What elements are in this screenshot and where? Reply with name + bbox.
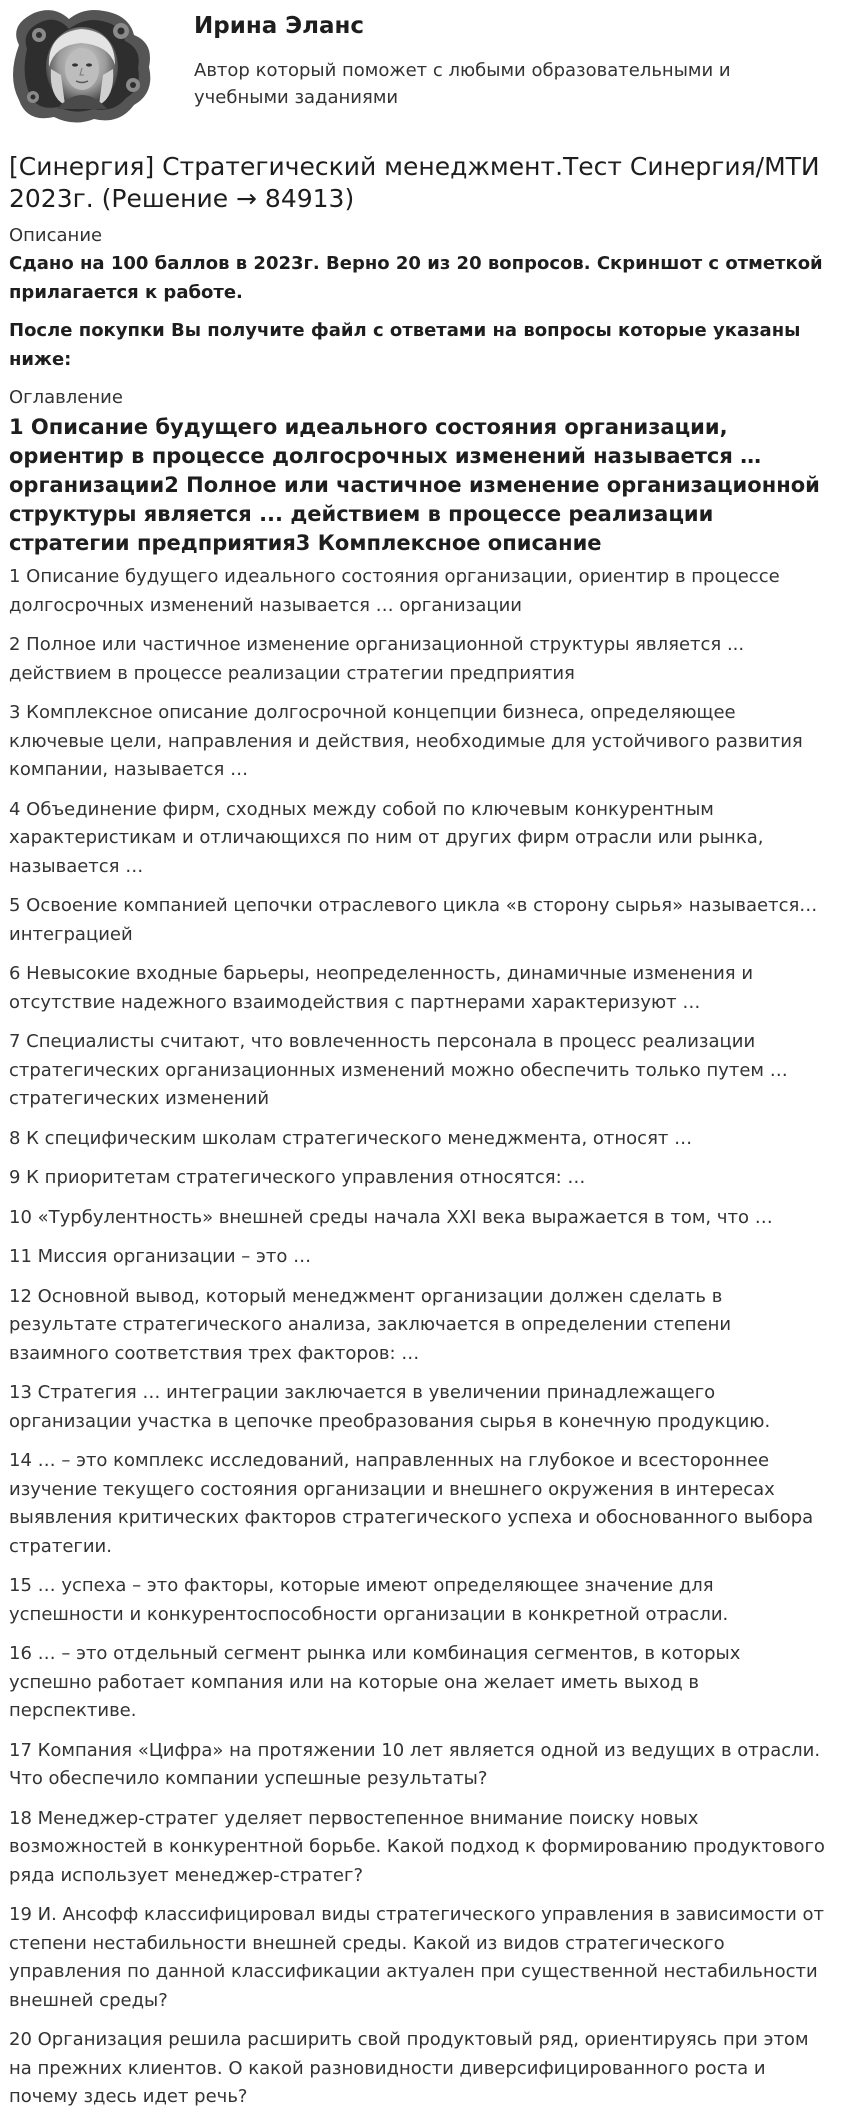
- author-name[interactable]: Ирина Эланс: [194, 13, 365, 39]
- question-item: 19 И. Ансофф классифицировал виды стратегического управления в зависимости от степени нестабильности внешней среды. Какой из видов стратегического управления по данной классификации актуален при существенной нестабильности внешней среды?: [9, 1904, 824, 2011]
- author-header: [9, 0, 825, 127]
- question-item: 2 Полное или частичное изменение организационной структуры является ... действием в процессе реализации стратегии предприятия: [9, 634, 745, 684]
- avatar-frame-icon: [9, 5, 156, 127]
- question-item: 14 … – это комплекс исследований, направленных на глубокое и всестороннее изучение текущего состояния организации и внешнего окружения в интересах выявления критических факторов стратегического успеха и обоснованного выбора стратегии.: [9, 1450, 814, 1557]
- product-title: [Синергия] Стратегический менеджмент.Тест Синергия/МТИ 2023г. (Решение → 84913): [9, 152, 820, 213]
- question-item: 17 Компания «Цифра» на протяжении 10 лет является одной из ведущих в отрасли. Что обеспечило компании успешные результаты?: [9, 1739, 821, 1789]
- toc-label: Оглавление: [9, 387, 123, 408]
- question-item: 12 Основной вывод, который менеджмент организации должен сделать в результате стратегического анализа, заключается в определении степени взаимного соответствия трех факторов: …: [9, 1285, 732, 1364]
- question-item: 1 Описание будущего идеального состояния организации, ориентир в процессе долгосрочных изменений называется … организации: [9, 566, 780, 616]
- author-info: [194, 5, 754, 111]
- description-line-1: Сдано на 100 баллов в 2023г. Верно 20 из 20 вопросов. Скриншот с отметкой прилагается к работе.: [9, 253, 823, 303]
- description-label: Описание: [9, 225, 103, 246]
- question-item: 8 К специфическим школам стратегического менеджмента, относят …: [9, 1127, 693, 1149]
- question-item: 9 К приоритетам стратегического управления относятся: …: [9, 1167, 586, 1188]
- question-item: 10 «Турбулентность» внешней среды начала XXI века выражается в том, что …: [9, 1206, 773, 1228]
- question-item: 18 Менеджер-стратег уделяет первостепенное внимание поиску новых возможностей в конкурентной борьбе. Какой подход к формированию продуктового ряда использует менеджер-стратег?: [9, 1807, 825, 1886]
- question-list: [9, 563, 825, 2112]
- question-item: 4 Объединение фирм, сходных между собой по ключевым конкурентным характеристикам и отличающихся по ним от других фирм отрасли или рынка, называется …: [9, 798, 764, 877]
- question-item: 7 Специалисты считают, что вовлеченность персонала в процесс реализации стратегических организационных изменений можно обеспечить только путем … стратегических изменений: [9, 1031, 788, 1109]
- question-item: 6 Невысокие входные барьеры, неопределенность, динамичные изменения и отсутствие надежного взаимодействия с партнерами характеризуют …: [9, 963, 754, 1013]
- author-avatar[interactable]: [9, 5, 156, 127]
- question-item: 3 Комплексное описание долгосрочной концепции бизнеса, определяющее ключевые цели, направления и действия, необходимые для устойчивого развития компании, называется …: [9, 702, 803, 780]
- description-line-2: После покупки Вы получите файл с ответами на вопросы которые указаны ниже:: [9, 320, 801, 370]
- question-item: 16 … – это отдельный сегмент рынка или комбинация сегментов, в которых успешно работает компания или на которые она желает иметь выход в перспективе.: [9, 1643, 741, 1721]
- question-item: 5 Освоение компанией цепочки отраслевого цикла «в сторону сырья» называется… интеграцией: [9, 895, 818, 945]
- question-item: 15 … успеха – это факторы, которые имеют определяющее значение для успешности и конкурентоспособности организации в конкретной отрасли.: [9, 1575, 729, 1625]
- question-item: 13 Стратегия … интеграции заключается в увеличении принадлежащего организации участка в цепочке преобразования сырья в конечную продукцию.: [9, 1382, 771, 1432]
- question-item: 20 Организация решила расширить свой продуктовый ряд, ориентируясь при этом на прежних клиентов. О какой разновидности диверсифицированного роста и почему здесь идет речь?: [9, 2029, 809, 2107]
- question-item: 11 Миссия организации – это …: [9, 1246, 312, 1267]
- toc-summary: 1 Описание будущего идеального состояния организации, ориентир в процессе долгосрочных изменений называется … организации2 Полное или частичное изменение организационной структуры является ... действием в процессе реализации стратегии предприятия3 Комплексное описание: [9, 415, 820, 555]
- author-description: Автор который поможет с любыми образовательными и учебными заданиями: [194, 60, 731, 108]
